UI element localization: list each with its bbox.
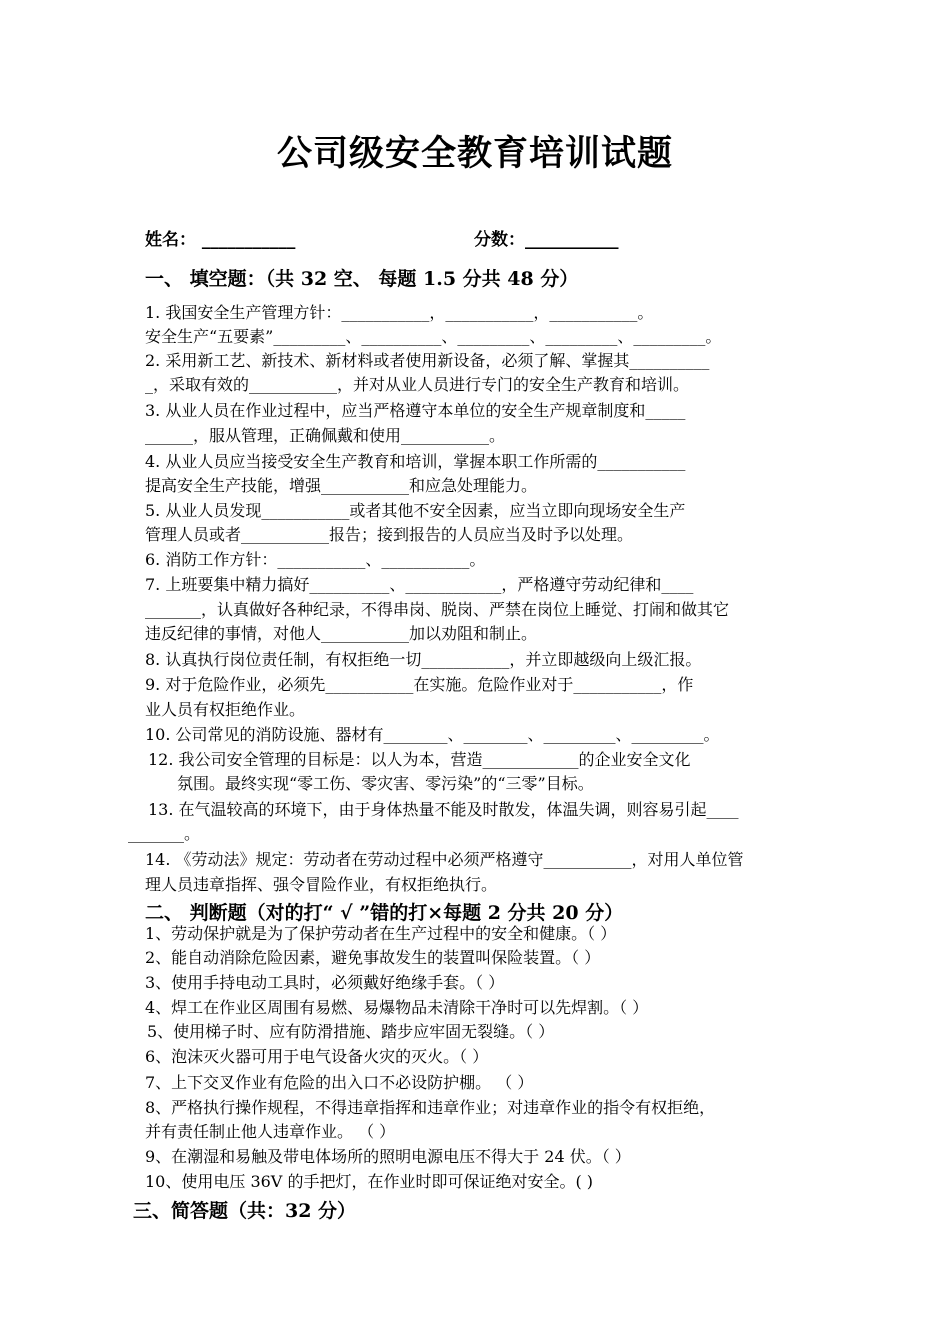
fill-line: 10. 公司常见的消防设施、器材有________、________、_________、_________。 [145,725,720,744]
fill-line: 业人员有权拒绝作业。 [145,700,306,719]
fill-line: 7. 上班要集中精力搞好__________、____________，严格遵守劳动纪律和____ [145,575,694,594]
judge-line: 7、上下交叉作业有危险的出入口不必设防护棚。 （ ） [145,1073,534,1092]
fill-line: _______，认真做好各种纪录，不得串岗、脱岗、严禁在岗位上睡觉、打闹和做其它 [145,600,730,619]
fill-line: 13. 在气温较高的环境下，由于身体热量不能及时散发，体温失调，则容易引起____ [148,800,739,819]
judge-line: 并有责任制止他人违章作业。 （ ） [145,1122,396,1141]
judge-line: 5、使用梯子时、应有防滑措施、踏步应牢固无裂缝。（ ） [147,1022,555,1041]
section-3-heading: 三、简答题（共：32 分） [133,1200,357,1222]
fill-line: 6. 消防工作方针：___________、___________。 [145,550,486,569]
fill-line: 8. 认真执行岗位责任制，有权拒绝一切___________，并立即越级向上级汇报。 [145,650,702,669]
fill-line: 氛围。最终实现“零工伤、零灾害、零污染”的“三零”目标。 [177,774,594,793]
judge-line: 10、使用电压 36V 的手把灯，在作业时即可保证绝对安全。( ) [145,1172,594,1191]
fill-line: 5. 从业人员发现___________或者其他不安全因素，应当立即向现场安全生产 [145,501,686,520]
fill-line: 1. 我国安全生产管理方针：___________，___________，___________。 [145,303,654,322]
judge-line: 2、能自动消除危险因素，避免事故发生的装置叫保险装置。（ ） [145,948,601,967]
fill-line: _，采取有效的___________，并对从业人员进行专门的安全生产教育和培训。 [145,375,690,394]
fill-line: 违反纪律的事情，对他人___________加以劝阻和制止。 [145,624,538,643]
judge-line: 4、焊工在作业区周围有易燃、易爆物品未清除干净时可以先焊割。（ ） [145,998,649,1017]
page-title: 公司级安全教育培训试题 [276,133,673,174]
name-field-label: 姓名： ___________ [145,230,296,250]
fill-line: 安全生产“五要素”_________、__________、_________、_________、_________。 [145,327,722,346]
fill-line: 2. 采用新工艺、新技术、新材料或者使用新设备，必须了解、掌握其__________ [145,351,710,370]
judge-line: 8、严格执行操作规程，不得违章指挥和违章作业；对违章作业的指令有权拒绝， [145,1098,716,1117]
fill-line: ______，服从管理，正确佩戴和使用___________。 [145,426,506,445]
judge-line: 6、泡沫灭火器可用于电气设备火灾的灭火。（ ） [145,1047,489,1066]
score-field-label: 分数：___________ [474,230,619,250]
fill-line: 4. 从业人员应当接受安全生产教育和培训，掌握本职工作所需的___________ [145,452,686,471]
fill-line: 14. 《劳动法》规定：劳动者在劳动过程中必须严格遵守___________，对用人单位管 [145,850,744,869]
fill-line: 提高安全生产技能，增强___________和应急处理能力。 [145,476,538,495]
fill-line: 管理人员或者___________报告；接到报告的人员应当及时予以处理。 [145,525,634,544]
fill-line: 理人员违章指挥、强令冒险作业，有权拒绝执行。 [145,875,498,894]
section-1-heading: 一、 填空题：（共 32 空、 每题 1.5 分共 48 分） [145,268,579,290]
fill-line: 3. 从业人员在作业过程中，应当严格遵守本单位的安全生产规章制度和_____ [145,401,686,420]
section-2-heading: 二、 判断题（对的打“ √ ”错的打×每题 2 分共 20 分） [145,902,624,924]
fill-line: 12. 我公司安全管理的目标是：以人为本，营造____________的企业安全文化 [148,750,691,769]
judge-line: 3、使用手持电动工具时，必须戴好绝缘手套。（ ） [145,973,505,992]
fill-line: 9. 对于危险作业，必须先___________在实施。危险作业对于___________，作 [145,675,694,694]
fill-line: _______。 [128,824,201,843]
judge-line: 9、在潮湿和易触及带电体场所的照明电源电压不得大于 24 伏。（ ） [145,1147,631,1166]
judge-line: 1、劳动保护就是为了保护劳动者在生产过程中的安全和健康。（ ） [145,924,617,943]
